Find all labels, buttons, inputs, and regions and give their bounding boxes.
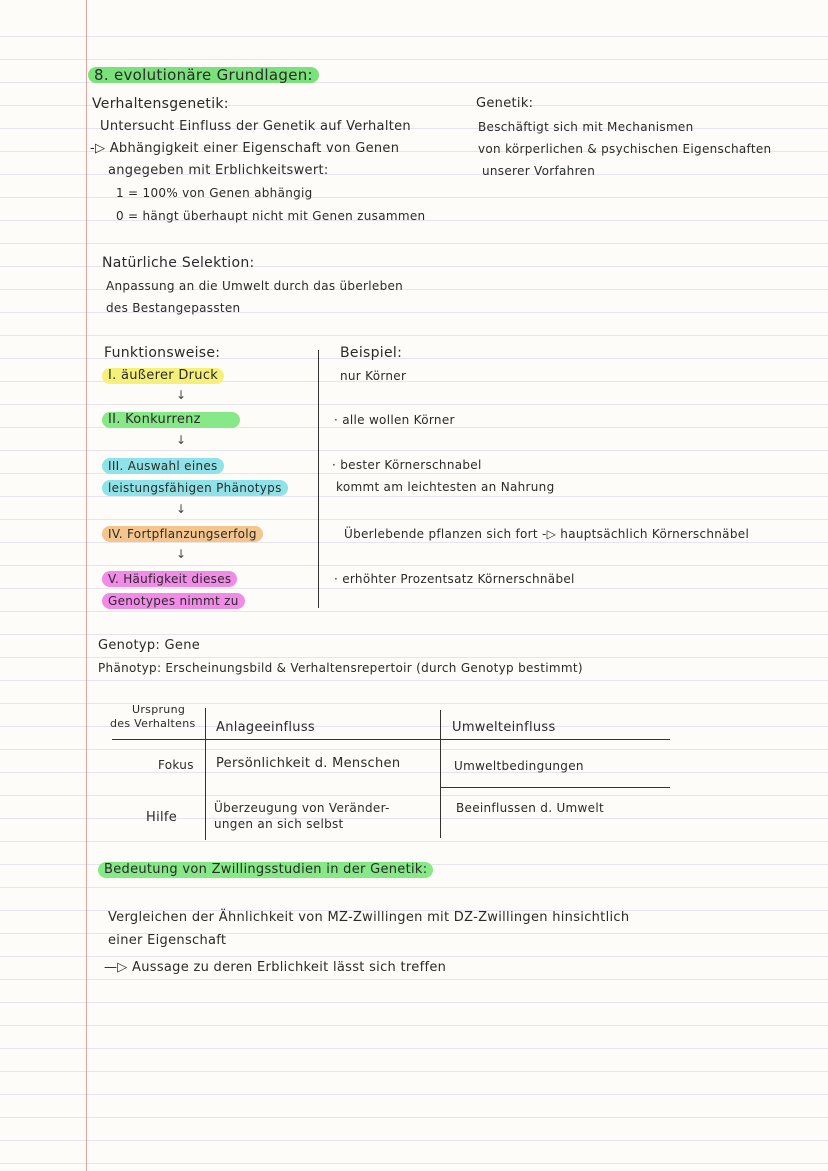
zwillinge-heading: Bedeutung von Zwillingsstudien in der Genetik: — [98, 862, 433, 878]
verhaltensgenetik-line-1: Untersucht Einfluss der Genetik auf Verhalten — [100, 119, 411, 134]
table-row-2-cell-2: Beeinflussen d. Umwelt — [456, 801, 604, 815]
beispiel-line-2: · alle wollen Körner — [334, 413, 455, 427]
table-row-rule — [440, 787, 670, 788]
table-vertical-rule-1 — [205, 708, 206, 840]
verhaltensgenetik-line-5: 0 = hängt überhaupt nicht mit Genen zusammen — [116, 209, 426, 223]
verhaltensgenetik-line-2: -▷ Abhängigkeit einer Eigenschaft von Genen — [90, 141, 400, 156]
column-divider — [318, 350, 319, 608]
phaenotyp-definition: Phänotyp: Erscheinungsbild & Verhaltensrepertoir (durch Genotyp bestimmt) — [98, 661, 583, 675]
step-3-line-1: III. Auswahl eines — [102, 458, 224, 474]
beispiel-line-3b: kommt am leichtesten an Nahrung — [336, 480, 555, 494]
table-row-1-label: Fokus — [158, 758, 194, 772]
verhaltensgenetik-line-4: 1 = 100% von Genen abhängig — [116, 186, 313, 200]
table-col-header-2: Umwelteinfluss — [452, 720, 556, 735]
table-row-1-cell-1: Persönlichkeit d. Menschen — [216, 756, 401, 771]
table-corner-line-1: Ursprung — [132, 703, 186, 716]
step-5-line-1: V. Häufigkeit dieses — [102, 571, 237, 587]
funktionsweise-heading: Funktionsweise: — [104, 345, 221, 361]
table-header-rule — [112, 739, 670, 740]
zwillinge-line-3: —▷ Aussage zu deren Erblichkeit lässt sich treffen — [104, 960, 447, 975]
selektion-heading: Natürliche Selektion: — [102, 255, 255, 271]
step-2: II. Konkurrenz — [102, 412, 240, 428]
table-row-2-cell-1-line-2: ungen an sich selbst — [214, 817, 344, 831]
genetik-line-3: unserer Vorfahren — [482, 164, 596, 178]
beispiel-line-5: · erhöhter Prozentsatz Körnerschnäbel — [334, 572, 575, 586]
zwillinge-line-2: einer Eigenschaft — [108, 933, 227, 948]
arrow-down-icon: ↓ — [176, 433, 187, 447]
beispiel-line-3a: · bester Körnerschnabel — [332, 458, 482, 472]
margin-line — [86, 0, 87, 1171]
selektion-line-2: des Bestangepassten — [106, 301, 241, 315]
selektion-line-1: Anpassung an die Umwelt durch das überleben — [106, 279, 404, 293]
arrow-down-icon: ↓ — [176, 502, 187, 516]
beispiel-line-4: Überlebende pflanzen sich fort -▷ hauptsächlich Körnerschnäbel — [344, 527, 750, 541]
zwillinge-line-1: Vergleichen der Ähnlichkeit von MZ-Zwillingen mit DZ-Zwillingen hinsichtlich — [108, 910, 630, 925]
step-3-line-2: leistungsfähigen Phänotyps — [102, 480, 288, 496]
arrow-down-icon: ↓ — [176, 547, 187, 561]
verhaltensgenetik-heading: Verhaltensgenetik: — [92, 96, 229, 112]
arrow-down-icon: ↓ — [176, 388, 187, 402]
beispiel-heading: Beispiel: — [340, 345, 403, 361]
beispiel-line-1: nur Körner — [340, 369, 407, 383]
genotyp-definition: Genotyp: Gene — [98, 638, 201, 653]
genetik-heading: Genetik: — [476, 96, 534, 111]
step-4: IV. Fortpflanzungserfolg — [102, 526, 263, 542]
table-row-2-cell-1-line-1: Überzeugung von Veränder- — [214, 801, 390, 815]
page-title: 8. evolutionäre Grundlagen: — [88, 67, 319, 83]
step-1: I. äußerer Druck — [102, 368, 224, 384]
table-row-1-cell-2: Umweltbedingungen — [454, 759, 584, 773]
genetik-line-1: Beschäftigt sich mit Mechanismen — [478, 120, 694, 134]
table-vertical-rule-2 — [440, 710, 441, 838]
verhaltensgenetik-line-3: angegeben mit Erblichkeitswert: — [108, 163, 329, 178]
genetik-line-2: von körperlichen & psychischen Eigenschaften — [478, 142, 772, 156]
step-5-line-2: Genotypes nimmt zu — [102, 593, 245, 609]
table-corner-line-2: des Verhaltens — [110, 717, 196, 730]
table-col-header-1: Anlageeinfluss — [216, 720, 315, 735]
table-row-2-label: Hilfe — [146, 810, 178, 825]
